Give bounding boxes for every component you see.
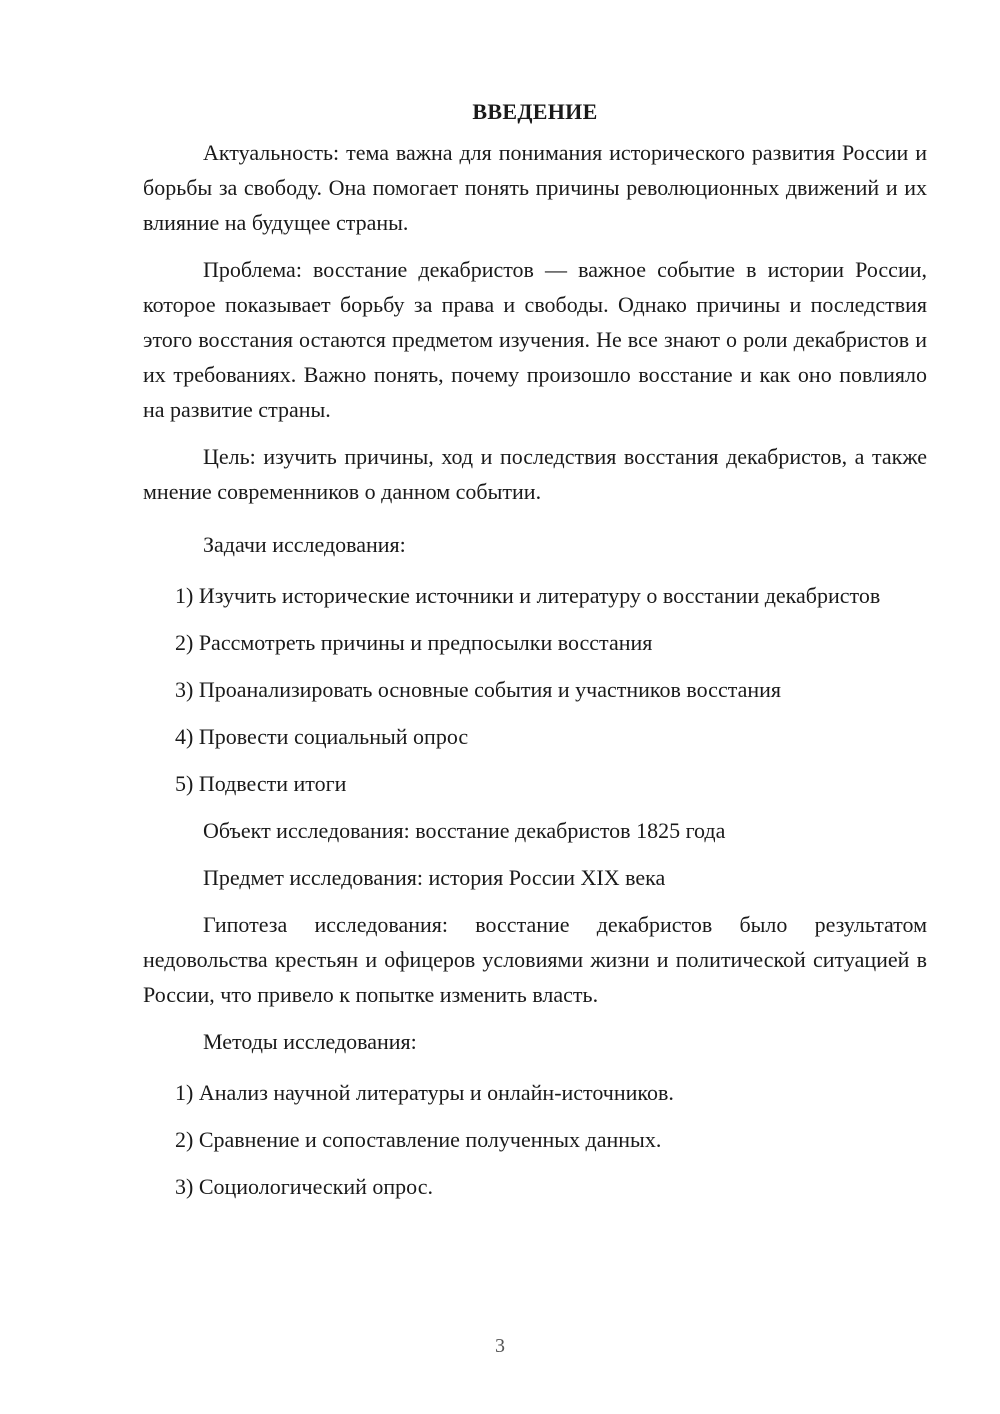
relevance-paragraph: Актуальность: тема важна для понимания исторического развития России и борьбы за свободу. Она помогает понять причины революционных движений и их влияние на будущее страны. bbox=[143, 140, 927, 235]
method-item-2: 2) Сравнение и сопоставление полученных данных. bbox=[175, 1127, 662, 1152]
method-item-1: 1) Анализ научной литературы и онлайн-источников. bbox=[175, 1080, 674, 1105]
task-item-2: 2) Рассмотреть причины и предпосылки восстания bbox=[175, 630, 653, 655]
page-content bbox=[143, 94, 927, 1204]
page-number: 3 bbox=[495, 1335, 505, 1357]
task-item-4: 4) Провести социальный опрос bbox=[175, 724, 469, 749]
task-item-1: 1) Изучить исторические источники и литературу о восстании декабристов bbox=[175, 583, 881, 608]
section-title: ВВЕДЕНИЕ bbox=[472, 99, 598, 124]
methods-heading: Методы исследования: bbox=[203, 1029, 417, 1054]
tasks-heading: Задачи исследования: bbox=[203, 532, 406, 557]
method-item-3: 3) Социологический опрос. bbox=[175, 1174, 433, 1199]
goal-paragraph: Цель: изучить причины, ход и последствия восстания декабристов, а также мнение современников о данном событии. bbox=[143, 444, 927, 504]
hypothesis-paragraph: Гипотеза исследования: восстание декабристов было результатом недовольства крестьян и офицеров условиями жизни и политической ситуацией в России, что привело к попытке изменить власть. bbox=[143, 912, 927, 1007]
object-paragraph: Объект исследования: восстание декабристов 1825 года bbox=[203, 818, 726, 843]
subject-paragraph: Предмет исследования: история России XIX века bbox=[203, 865, 666, 890]
task-item-5: 5) Подвести итоги bbox=[175, 771, 347, 796]
problem-paragraph: Проблема: восстание декабристов — важное событие в истории России, которое показывает борьбу за права и свободы. Однако причины и последствия этого восстания остаются предметом изучения. Не все знают о роли декабристов и их требованиях. Важно понять, почему произошло восстание и как оно повлияло на развитие страны. bbox=[143, 257, 927, 422]
task-item-3: 3) Проанализировать основные события и участников восстания bbox=[175, 677, 782, 702]
